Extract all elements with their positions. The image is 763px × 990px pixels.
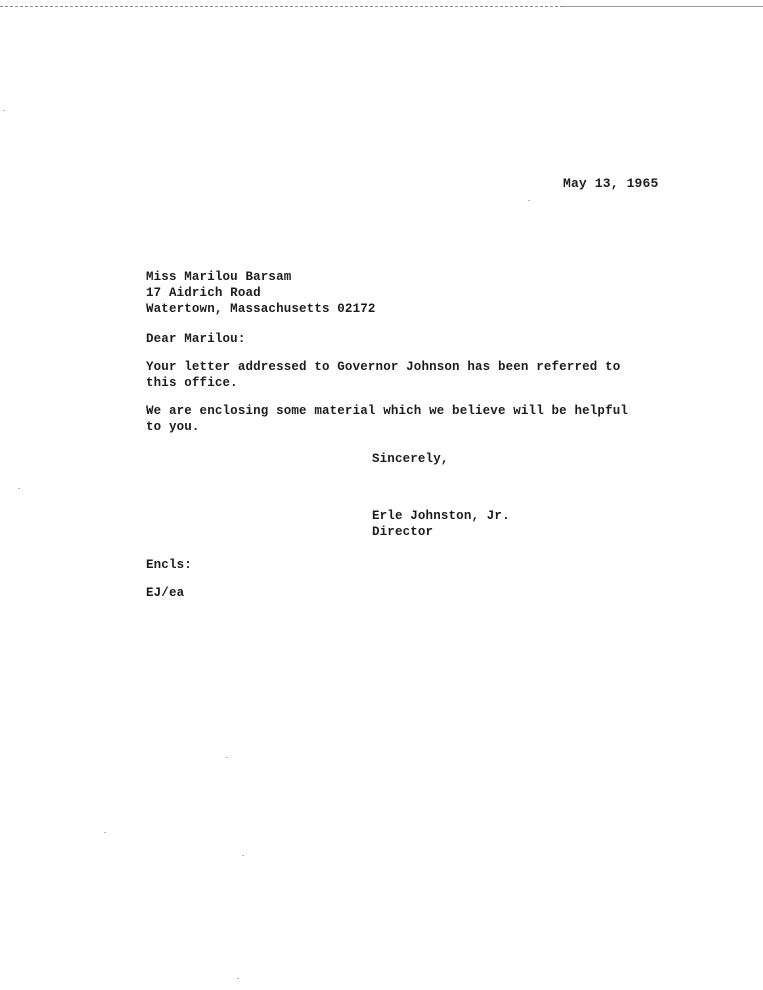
scan-speck [528, 200, 530, 201]
signatory-name: Erle Johnston, Jr. [372, 509, 510, 523]
scan-speck [18, 488, 20, 489]
enclosures-notation: Encls: [146, 558, 192, 572]
scan-speck [3, 110, 5, 111]
signature-block [372, 508, 510, 540]
reference-initials: EJ/ea [146, 586, 185, 600]
body-paragraph-2 [146, 403, 628, 435]
paragraph-1-line-1: Your letter addressed to Governor Johnson has been referred to [146, 360, 621, 374]
paragraph-2-line-1: We are enclosing some material which we believe will be helpful [146, 404, 629, 418]
scan-speck [226, 757, 228, 758]
page-top-edge [0, 0, 763, 7]
paragraph-1-line-2: this office. [146, 376, 238, 390]
recipient-address-block [146, 269, 376, 317]
complimentary-closing: Sincerely, [372, 452, 449, 466]
scan-speck [242, 855, 244, 856]
recipient-city-state-zip: Watertown, Massachusetts 02172 [146, 302, 376, 316]
scan-speck [237, 978, 239, 979]
body-paragraph-1 [146, 359, 620, 391]
recipient-street: 17 Aidrich Road [146, 286, 261, 300]
letter-date: May 13, 1965 [563, 176, 659, 191]
paragraph-2-line-2: to you. [146, 420, 200, 434]
signatory-title: Director [372, 525, 434, 539]
recipient-name: Miss Marilou Barsam [146, 270, 292, 284]
salutation: Dear Marilou: [146, 332, 246, 346]
scan-speck [104, 832, 106, 833]
